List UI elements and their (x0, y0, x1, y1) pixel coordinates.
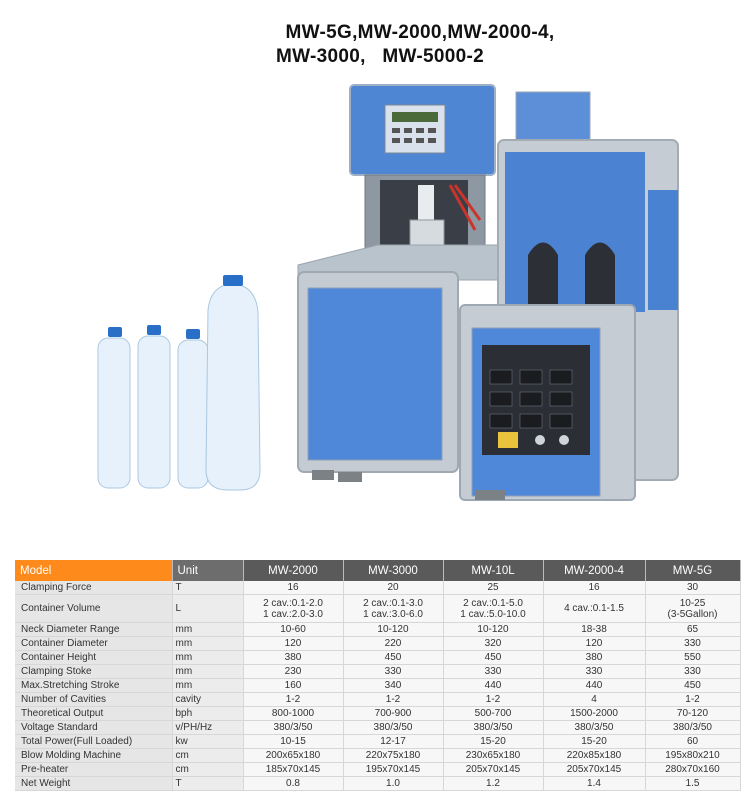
table-row (15, 581, 740, 595)
foot-right (338, 472, 362, 482)
row-value: 1500-2000 (543, 707, 645, 721)
bottles (98, 285, 260, 490)
table-row (15, 651, 740, 665)
row-label: Max.Stretching Stroke (15, 679, 172, 693)
row-value: 25 (443, 581, 543, 595)
table-row (15, 623, 740, 637)
row-value: 550 (645, 651, 740, 665)
row-value: 220x85x180 (543, 749, 645, 763)
header-mw-2000-4: MW-2000-4 (543, 560, 645, 581)
foot-left (312, 470, 334, 480)
row-label: Container Volume (15, 595, 172, 623)
row-label: Container Diameter (15, 637, 172, 651)
row-unit: mm (172, 637, 243, 651)
table-row (15, 693, 740, 707)
row-label: Container Height (15, 651, 172, 665)
row-value: 380 (243, 651, 343, 665)
row-value: 30 (645, 581, 740, 595)
row-value: 4 (543, 693, 645, 707)
table-row (15, 637, 740, 651)
row-value: 380 (543, 651, 645, 665)
row-value: 10-120 (443, 623, 543, 637)
header-mw-10l: MW-10L (443, 560, 543, 581)
row-value: 2 cav.:0.1-5.0 1 cav.:5.0-10.0 (443, 595, 543, 623)
row-unit: mm (172, 679, 243, 693)
row-label: Blow Molding Machine (15, 749, 172, 763)
row-value: 380/3/50 (343, 721, 443, 735)
row-unit: T (172, 777, 243, 791)
row-label: Clamping Force (15, 581, 172, 595)
row-value: 15-20 (443, 735, 543, 749)
row-value: 16 (243, 581, 343, 595)
row-value: 330 (343, 665, 443, 679)
row-value: 205x70x145 (543, 763, 645, 777)
row-value: 380/3/50 (243, 721, 343, 735)
row-label: Number of Cavities (15, 693, 172, 707)
preheater-window-1 (528, 243, 558, 311)
spec-table (15, 560, 741, 791)
row-value: 230x65x180 (443, 749, 543, 763)
row-value: 450 (443, 651, 543, 665)
row-value: 450 (645, 679, 740, 693)
header-model: Model (15, 560, 172, 581)
row-value: 1.0 (343, 777, 443, 791)
row-value: 16 (543, 581, 645, 595)
row-value: 65 (645, 623, 740, 637)
row-unit: mm (172, 651, 243, 665)
table-row (15, 763, 740, 777)
controller-display (392, 112, 438, 122)
row-unit: bph (172, 707, 243, 721)
row-value: 220 (343, 637, 443, 651)
preheater-upper (505, 152, 645, 312)
row-value: 160 (243, 679, 343, 693)
title-line-1: MW-5G,MW-2000,MW-2000-4, (285, 22, 555, 43)
table-row (15, 665, 740, 679)
row-value: 280x70x160 (645, 763, 740, 777)
row-value: 10-60 (243, 623, 343, 637)
row-unit: v/PH/Hz (172, 721, 243, 735)
row-value: 2 cav.:0.1-3.0 1 cav.:3.0-6.0 (343, 595, 443, 623)
row-value: 10-120 (343, 623, 443, 637)
table-row (15, 735, 740, 749)
row-label: Voltage Standard (15, 721, 172, 735)
row-unit: cm (172, 749, 243, 763)
header-unit: Unit (172, 560, 243, 581)
spec-table-body (15, 581, 740, 791)
preheater-side-panel (648, 190, 678, 310)
row-label: Theoretical Output (15, 707, 172, 721)
row-value: 380/3/50 (543, 721, 645, 735)
row-label: Clamping Stoke (15, 665, 172, 679)
row-value: 0.8 (243, 777, 343, 791)
row-unit: mm (172, 665, 243, 679)
row-value: 195x80x210 (645, 749, 740, 763)
row-value: 15-20 (543, 735, 645, 749)
row-value: 800-1000 (243, 707, 343, 721)
row-value: 450 (343, 651, 443, 665)
row-value: 20 (343, 581, 443, 595)
row-value: 185x70x145 (243, 763, 343, 777)
row-unit: T (172, 581, 243, 595)
row-label: Neck Diameter Range (15, 623, 172, 637)
row-value: 1-2 (645, 693, 740, 707)
table-row (15, 707, 740, 721)
table-row (15, 777, 740, 791)
header-mw-2000: MW-2000 (243, 560, 343, 581)
row-value: 120 (243, 637, 343, 651)
row-value: 1.2 (443, 777, 543, 791)
row-value: 205x70x145 (443, 763, 543, 777)
row-value: 440 (543, 679, 645, 693)
panel-knob-2 (559, 435, 569, 445)
row-value: 4 cav.:0.1-1.5 (543, 595, 645, 623)
row-value: 330 (645, 665, 740, 679)
row-value: 1-2 (343, 693, 443, 707)
preheater-window-2 (585, 243, 615, 311)
panel-gauge (498, 432, 518, 448)
row-value: 10-25 (3-5Gallon) (645, 595, 740, 623)
row-value: 700-900 (343, 707, 443, 721)
row-value: 330 (543, 665, 645, 679)
row-value: 340 (343, 679, 443, 693)
row-unit: kw (172, 735, 243, 749)
row-unit: L (172, 595, 243, 623)
row-value: 120 (543, 637, 645, 651)
row-value: 12-17 (343, 735, 443, 749)
row-value: 380/3/50 (443, 721, 543, 735)
row-label: Total Power(Full Loaded) (15, 735, 172, 749)
header-mw-3000: MW-3000 (343, 560, 443, 581)
row-unit: cavity (172, 693, 243, 707)
table-header-row (15, 560, 740, 581)
row-value: 1.4 (543, 777, 645, 791)
row-value: 10-15 (243, 735, 343, 749)
header-mw-5g: MW-5G (645, 560, 740, 581)
row-value: 18-38 (543, 623, 645, 637)
row-value: 220x75x180 (343, 749, 443, 763)
title-line-2: MW-3000, MW-5000-2 (276, 46, 484, 67)
foot-control (475, 490, 505, 500)
machine-illustration (80, 80, 680, 510)
row-value: 380/3/50 (645, 721, 740, 735)
row-value: 330 (645, 637, 740, 651)
row-value: 60 (645, 735, 740, 749)
table-row (15, 749, 740, 763)
row-value: 320 (443, 637, 543, 651)
row-value: 230 (243, 665, 343, 679)
row-unit: cm (172, 763, 243, 777)
row-value: 195x70x145 (343, 763, 443, 777)
row-label: Pre-heater (15, 763, 172, 777)
table-row (15, 595, 740, 623)
row-value: 1.5 (645, 777, 740, 791)
row-value: 200x65x180 (243, 749, 343, 763)
panel-knob-1 (535, 435, 545, 445)
row-value: 500-700 (443, 707, 543, 721)
row-value: 330 (443, 665, 543, 679)
row-label: Net Weight (15, 777, 172, 791)
row-value: 70-120 (645, 707, 740, 721)
row-value: 1-2 (243, 693, 343, 707)
row-value: 1-2 (443, 693, 543, 707)
table-row (15, 679, 740, 693)
row-value: 2 cav.:0.1-2.0 1 cav.:2.0-3.0 (243, 595, 343, 623)
table-row (15, 721, 740, 735)
left-cabinet-door (308, 288, 442, 460)
row-value: 440 (443, 679, 543, 693)
row-unit: mm (172, 623, 243, 637)
